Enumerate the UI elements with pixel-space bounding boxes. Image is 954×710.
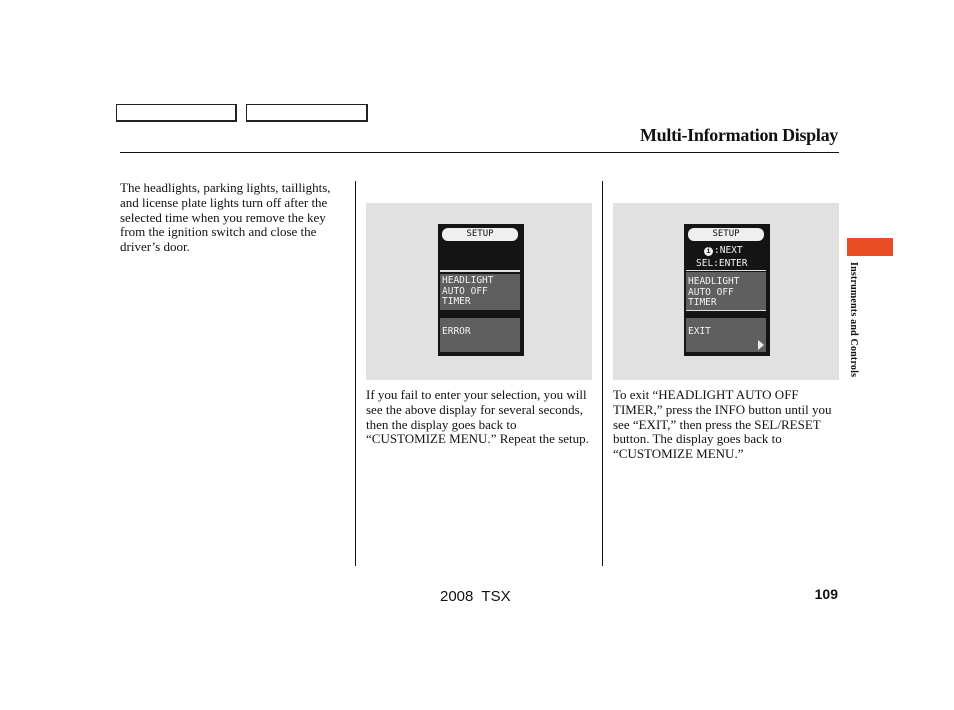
display-header: SETUP [688,228,764,241]
display-separator [686,310,766,311]
nav-box-left[interactable] [116,104,237,122]
display-nav-enter: SEL:ENTER [696,258,748,269]
page-number: 109 [814,586,838,602]
footer-model: 2008 TSX [440,588,511,605]
column-divider-1 [355,181,356,566]
display-line: TIMER [442,296,471,307]
display-status-panel [686,318,766,352]
left-paragraph: The headlights, parking lights, taillights, and license plate lights turn off after the selected time when you remove the key from the ignition switch and close the driver’s door. [120,180,331,255]
display-line: HEADLIGHT [442,275,494,286]
display-menu-panel [686,272,766,310]
nav-box-right[interactable] [246,104,368,122]
info-icon: i [704,247,713,256]
error-display-screen [438,224,524,356]
display-next-label: :NEXT [714,245,743,256]
column-divider-2 [602,181,603,566]
display-exit-text: EXIT [688,326,711,337]
display-separator [440,270,520,272]
header-rule [120,152,839,153]
section-tab [847,238,893,256]
page-title: Multi-Information Display [639,125,838,145]
display-line: AUTO OFF [688,286,734,298]
middle-paragraph: If you fail to enter your selection, you will see the above display for several seconds, then the display goes back to “CUSTOMIZE MENU.” Repeat the setup. [366,387,589,447]
display-nav-next [704,246,743,257]
display-line: TIMER [688,297,717,308]
display-status-panel [440,318,520,352]
right-paragraph: To exit “HEADLIGHT AUTO OFF TIMER,” press the INFO button until you see “EXIT,” then press the SEL/RESET button. The display goes back to “CUSTOMIZE MENU.” [613,387,832,462]
section-label: Instruments and Controls [848,262,859,378]
display-line: AUTO OFF [442,285,488,297]
right-arrow-icon [758,340,764,350]
display-error-text: ERROR [442,326,471,337]
display-separator [686,270,766,271]
exit-display-screen [684,224,770,356]
display-header: SETUP [442,228,518,241]
display-menu-panel [440,274,520,310]
display-line: HEADLIGHT [688,276,740,287]
